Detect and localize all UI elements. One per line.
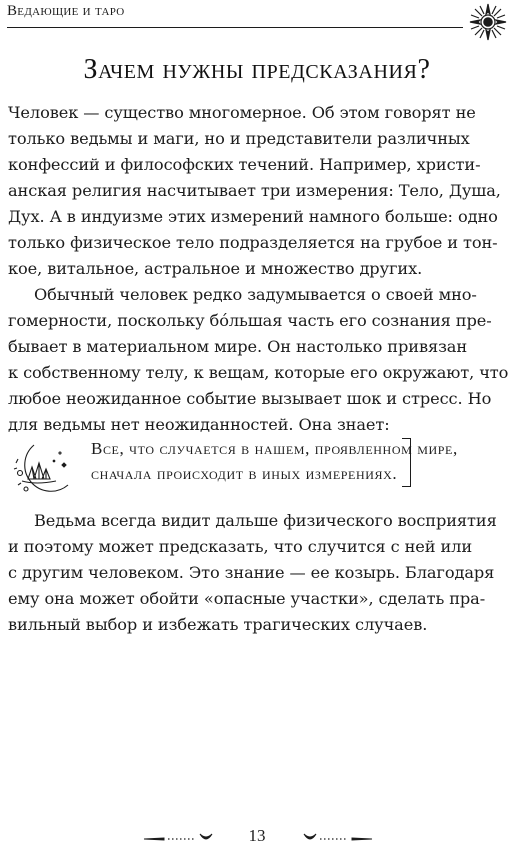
page-number: 13 [248, 826, 266, 845]
header-rule [7, 27, 463, 28]
text-line: только физическое тело подразделяется на грубое и тон- [8, 233, 498, 252]
text-line: Человек — существо многомерное. Об этом говорят не [8, 103, 476, 122]
text-line: Дух. А в индуизме этих измерений намного больше: одно [8, 207, 498, 226]
text-line: и поэтому может предсказать, что случится с ней или [8, 537, 473, 556]
quote-bracket [402, 438, 411, 487]
chapter-title: Зачем нужны предсказания? [83, 54, 431, 85]
text-line: с другим человеком. Это знание — ее козырь. Благодаря [8, 563, 495, 582]
text-line: ему она может обойти «опасные участки», сделать пра- [8, 589, 486, 608]
text-line: к собственному телу, к вещам, которые его окружают, что [8, 363, 509, 382]
text-line: любое неожиданное событие вызывает шок и стресс. Но [8, 389, 492, 408]
text-line: анская религия насчитывает три измерения: Тело, Душа, [8, 181, 501, 200]
text-line: бывает в материальном мире. Он настолько привязан [8, 337, 468, 356]
text-line: только ведьмы и маги, но и представители различных [8, 129, 470, 148]
text-line: Ведьма всегда видит дальше физического восприятия [34, 511, 497, 530]
crescent-moon-crystals-icon [6, 441, 76, 499]
sun-icon [464, 0, 512, 48]
text-line: кое, витальное, астральное и множество других. [8, 259, 423, 278]
text-line: Обычный человек редко задумывается о своей мно- [34, 285, 477, 304]
text-line: для ведьмы нет неожиданностей. Она знает: [8, 415, 390, 434]
text-line: гомерности, поскольку бо́льшая часть его сознания пре- [8, 311, 492, 330]
text-line: вильный выбор и избежать трагических случаев. [8, 615, 428, 634]
text-line: конфессий и философских течений. Например, христи- [8, 155, 481, 174]
quote-line: сначала происходит в иных измерениях. [91, 464, 398, 483]
running-header: Ведающие и таро [7, 3, 125, 19]
quote-line: Все, что случается в нашем, проявленном мире, [91, 439, 458, 458]
